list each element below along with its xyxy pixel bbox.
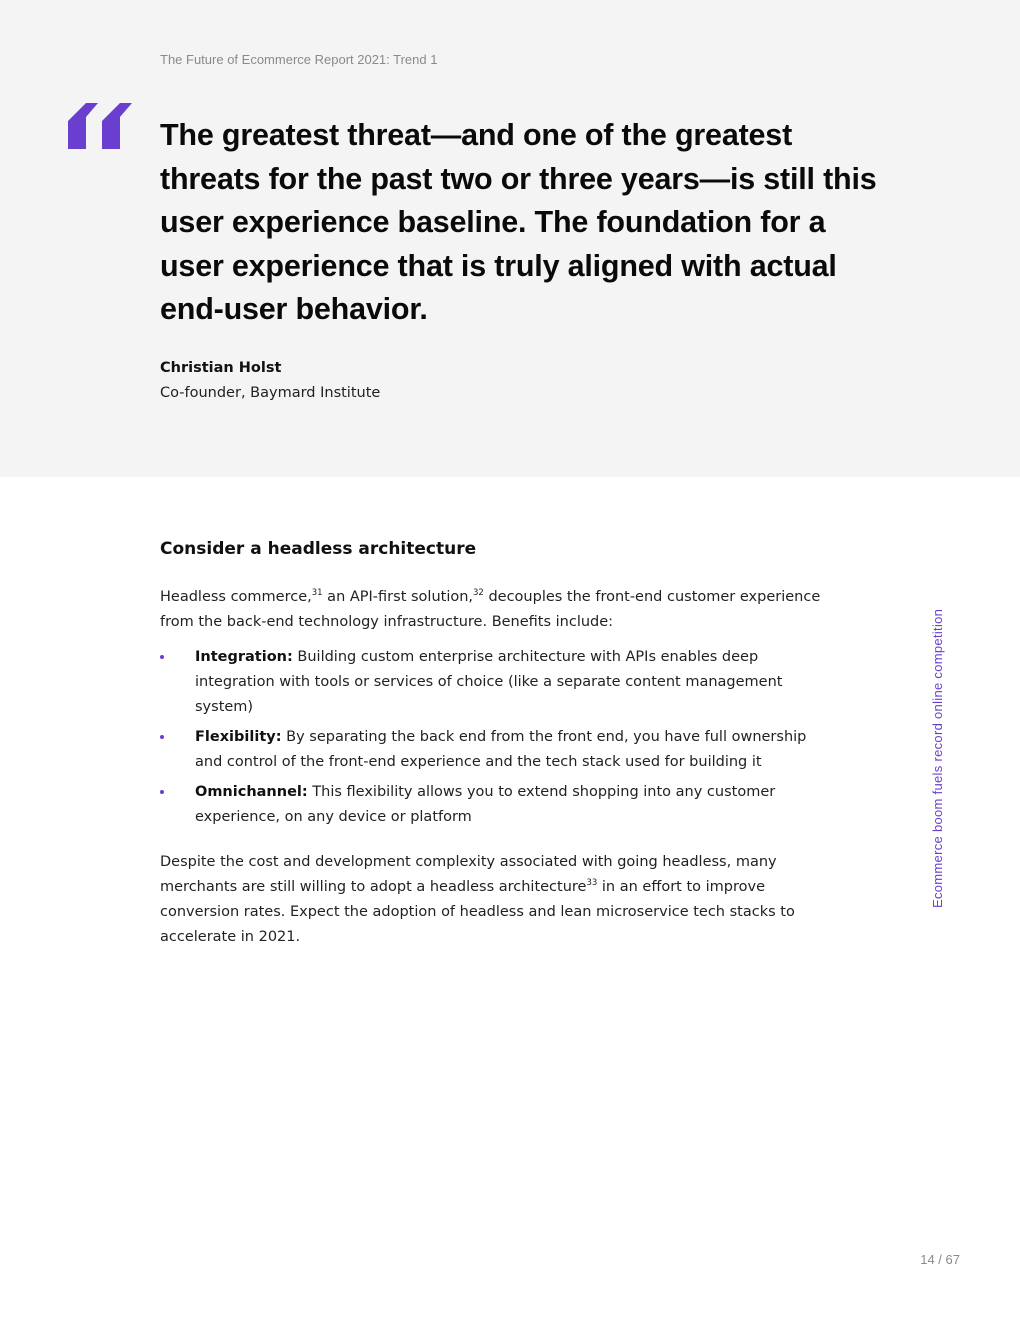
intro-paragraph <box>160 585 830 635</box>
quote-author-role: Co-founder, Baymard Institute <box>160 385 381 401</box>
quote-author: Christian Holst <box>160 360 282 376</box>
page-number: 14 / 67 <box>920 1252 960 1267</box>
quotation-mark-icon <box>68 103 132 149</box>
footnote-ref-31[interactable]: 31 <box>311 588 323 598</box>
benefits-list <box>160 645 830 835</box>
intro-text-3: decouples the front-end customer experience from the back-end technology infrastructure. Benefits include: <box>160 589 821 630</box>
list-item <box>160 780 830 830</box>
benefit-text: This flexibility allows you to extend shopping into any customer experience, on any device or platform <box>195 784 776 825</box>
intro-text-1: Headless commerce, <box>160 589 312 605</box>
vertical-chapter-title: Ecommerce boom fuels record online competition <box>930 608 945 908</box>
bullet-icon <box>160 735 164 739</box>
benefit-text: By separating the back end from the front end, you have full ownership and control of the front-end experience and the tech stack used for building it <box>195 729 807 770</box>
benefit-text: Building custom enterprise architecture with APIs enables deep integration with tools or services of choice (like a separate content management system) <box>195 649 783 715</box>
closing-text-1: Despite the cost and development complexity associated with going headless, many merchants are still willing to adopt a headless architecture <box>160 854 777 895</box>
list-item <box>160 725 830 775</box>
running-head: The Future of Ecommerce Report 2021: Trend 1 <box>160 52 438 67</box>
pull-quote: The greatest threat—and one of the greatest threats for the past two or three years—is still this user experience baseline. The foundation for a user experience that is truly aligned with actual end-user behavior. <box>160 118 877 326</box>
intro-text-2: an API-first solution, <box>322 589 474 605</box>
bullet-icon <box>160 655 164 659</box>
list-item <box>160 645 830 720</box>
footnote-ref-33[interactable]: 33 <box>586 878 598 888</box>
benefit-term: Flexibility: <box>195 729 282 745</box>
closing-text-2: in an effort to improve conversion rates. Expect the adoption of headless and lean microservice tech stacks to accelerate in 2021. <box>160 879 795 945</box>
bullet-icon <box>160 790 164 794</box>
footnote-ref-32[interactable]: 32 <box>473 588 484 598</box>
benefit-term: Integration: <box>195 649 293 665</box>
closing-paragraph <box>160 850 830 950</box>
benefit-term: Omnichannel: <box>195 784 308 800</box>
section-heading: Consider a headless architecture <box>160 539 477 559</box>
